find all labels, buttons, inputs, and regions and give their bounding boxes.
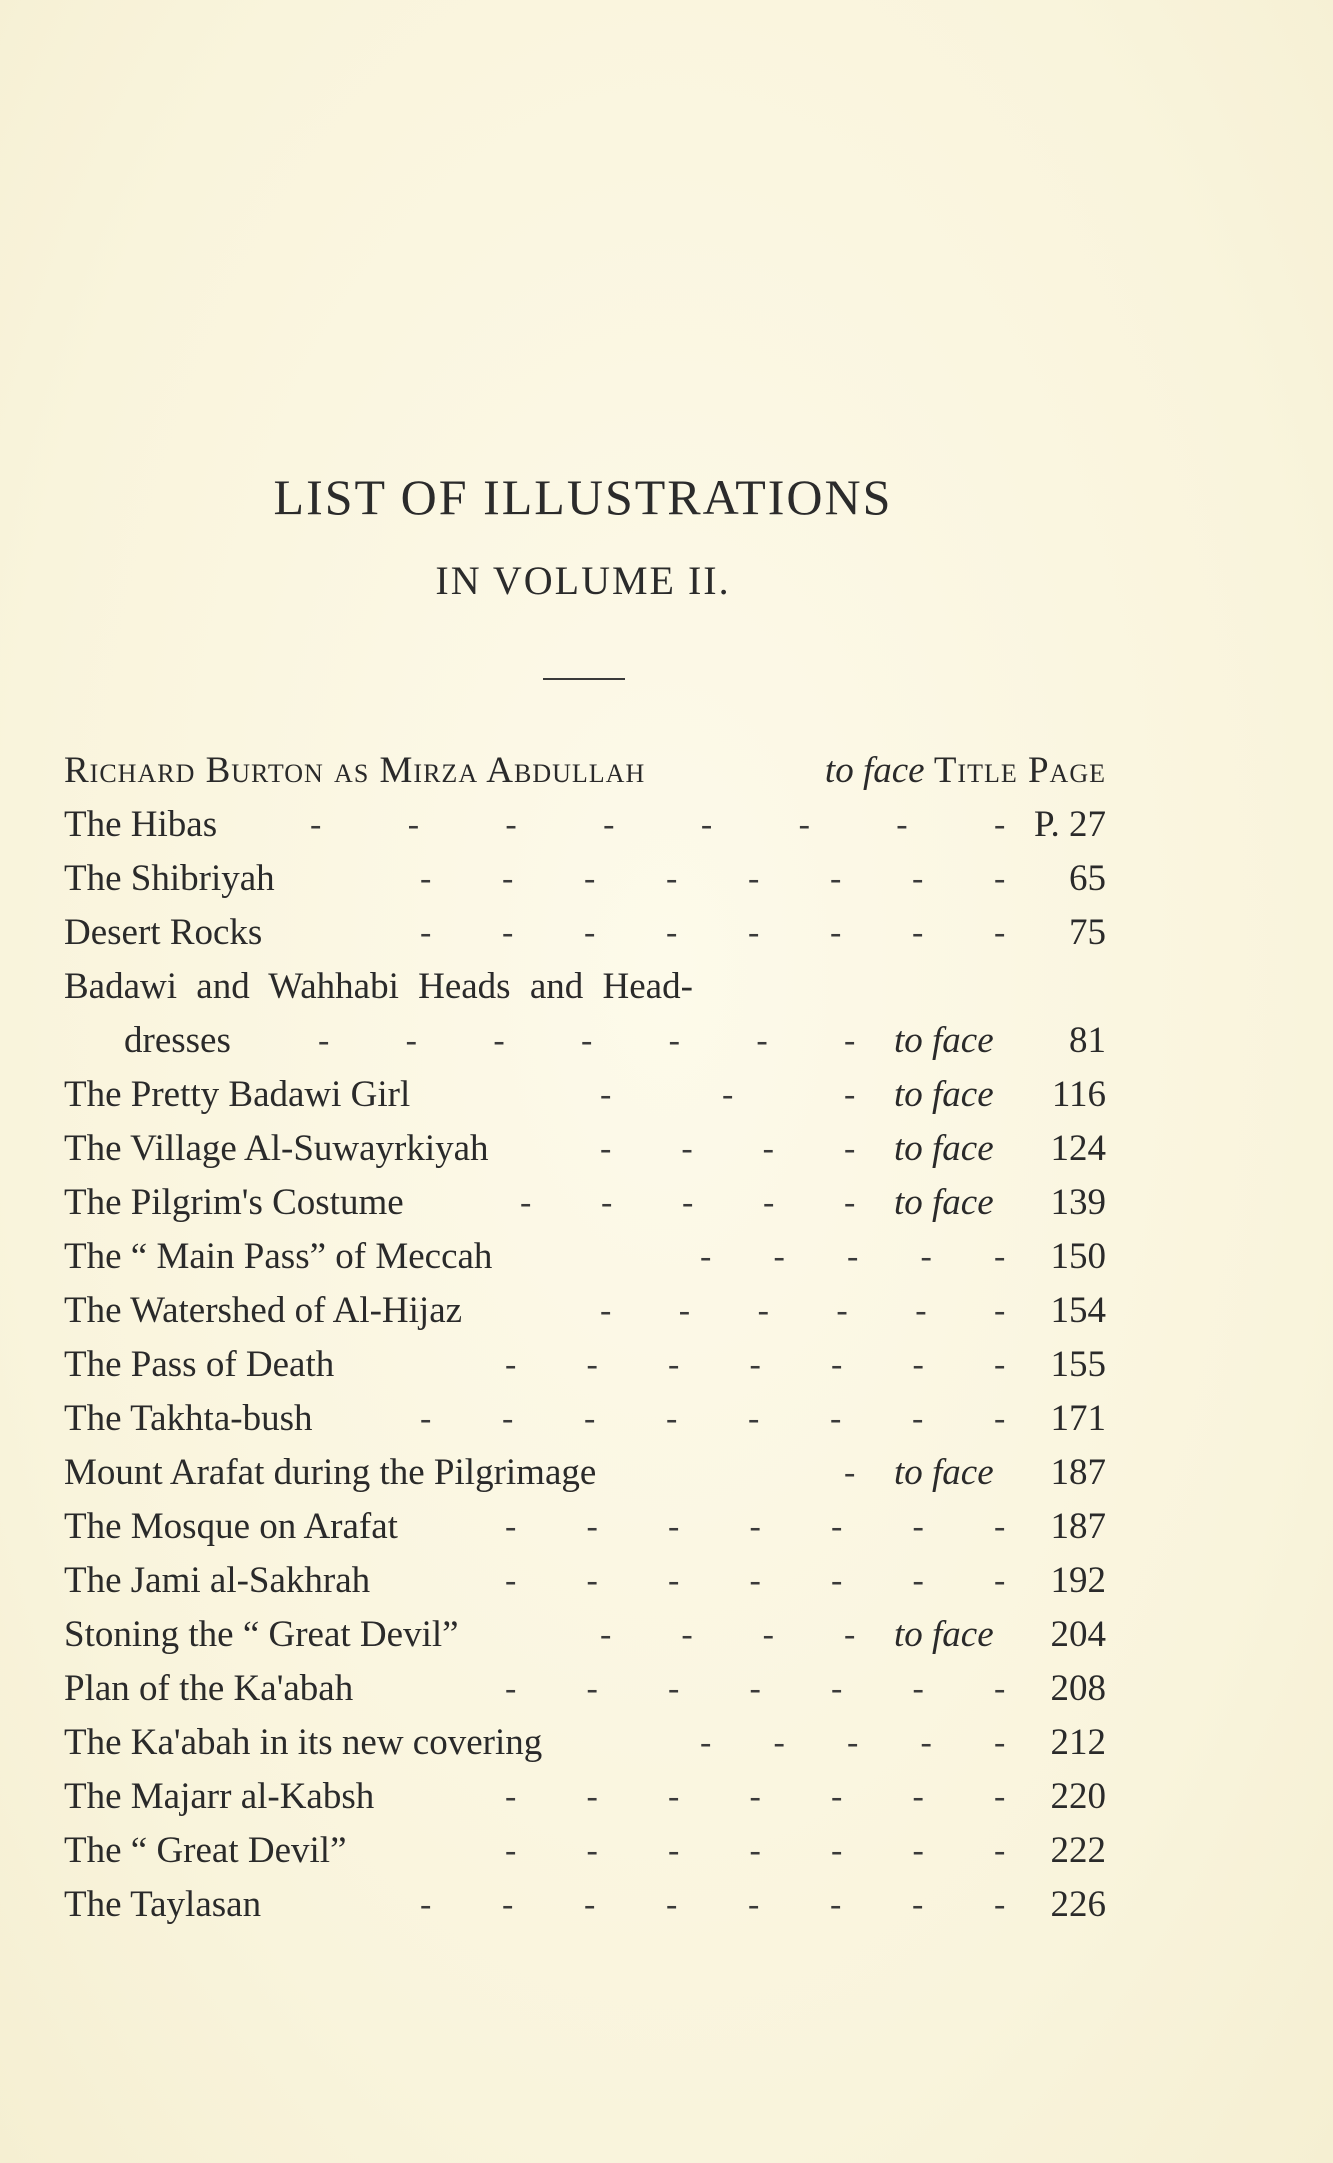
page-title: LIST OF ILLUSTRATIONS xyxy=(273,469,893,525)
leader-dash: - xyxy=(502,860,514,897)
entry-label: The “ Great Devil” xyxy=(64,1830,347,1871)
leader-dash: - xyxy=(830,914,842,951)
leader-dash: - xyxy=(915,1292,927,1329)
entry-page: 171 xyxy=(1050,1398,1106,1439)
leader-dash: - xyxy=(994,1724,1006,1761)
leader-dash: - xyxy=(847,1238,859,1275)
leader-dash: - xyxy=(773,1724,785,1761)
leader-dash: - xyxy=(763,1184,775,1221)
leader-dash: - xyxy=(700,806,713,843)
leader-dash: - xyxy=(520,1184,532,1221)
entry-page: 150 xyxy=(1050,1236,1106,1277)
leader-dash: - xyxy=(668,1508,680,1545)
leader-dash: - xyxy=(844,1022,856,1059)
entry-page: 81 xyxy=(1069,1020,1106,1061)
leader-dash: - xyxy=(603,806,615,843)
leader-dash: - xyxy=(749,1832,761,1869)
leader-dash: - xyxy=(994,1400,1006,1437)
list-item xyxy=(64,852,1104,906)
page-subtitle: IN VOLUME II. xyxy=(435,558,731,603)
leader-dash: - xyxy=(830,860,842,897)
entry-face: to face xyxy=(894,1614,994,1655)
leader-dash: - xyxy=(666,860,678,897)
leader-dash: - xyxy=(994,1508,1006,1545)
entry-page: 139 xyxy=(1050,1182,1106,1223)
entry-page: P. 27 xyxy=(1034,804,1106,845)
leader-dash: - xyxy=(586,1346,598,1383)
leader-dash: - xyxy=(666,914,678,951)
leader-dash: - xyxy=(420,914,432,951)
leader-dash: - xyxy=(920,1238,932,1275)
leader-dash: - xyxy=(912,1832,924,1869)
leader-dash: - xyxy=(798,806,810,843)
title-rule xyxy=(543,678,625,680)
list-item xyxy=(64,1230,1104,1284)
entry-label: The Watershed of Al-Hijaz xyxy=(64,1290,463,1331)
leader-dash: - xyxy=(749,1778,761,1815)
entry-label: The Ka'abah in its new covering xyxy=(64,1722,543,1763)
leader-dash: - xyxy=(994,1346,1006,1383)
entry-label: Richard Burton as Mirza Abdullah xyxy=(64,750,646,791)
leader-dash: - xyxy=(722,1076,734,1113)
leader-dash: - xyxy=(668,1778,680,1815)
entry-page: 204 xyxy=(1050,1614,1106,1655)
leader-dash: - xyxy=(586,1508,598,1545)
list-item xyxy=(64,960,1104,1014)
entry-face: to face xyxy=(894,1182,994,1223)
leader-dash: - xyxy=(666,1400,678,1437)
entry-label: The Takhta-bush xyxy=(64,1398,313,1439)
leader-dash: - xyxy=(505,1670,517,1707)
list-item xyxy=(64,1446,1104,1500)
entry-page: 187 xyxy=(1050,1452,1106,1493)
list-item xyxy=(64,1878,1104,1932)
entry-page: 65 xyxy=(1069,858,1106,899)
leader-dash: - xyxy=(912,1670,924,1707)
leader-dash: - xyxy=(844,1454,856,1491)
leader-dash: - xyxy=(831,1562,843,1599)
entry-page: 220 xyxy=(1050,1776,1106,1817)
leader-dash: - xyxy=(493,1022,505,1059)
leader-dash: - xyxy=(831,1670,843,1707)
leader-dash: - xyxy=(586,1832,598,1869)
leader-dash: - xyxy=(407,806,420,843)
leader-dash: - xyxy=(831,1346,843,1383)
entry-face: to face xyxy=(894,1074,994,1115)
entry-label: The Hibas xyxy=(64,804,218,845)
leader-dash: - xyxy=(681,1130,693,1167)
leader-dash: - xyxy=(748,860,760,897)
list-item xyxy=(64,798,1104,852)
leader-dash: - xyxy=(896,806,908,843)
list-item xyxy=(64,906,1104,960)
leader-dash: - xyxy=(994,1238,1006,1275)
leader-dash: - xyxy=(700,1724,712,1761)
leader-dash: - xyxy=(830,1400,842,1437)
entry-page: 208 xyxy=(1050,1668,1106,1709)
leader-dash: - xyxy=(502,1886,514,1923)
entry-page: 222 xyxy=(1050,1830,1106,1871)
entry-label: dresses xyxy=(124,1020,231,1061)
entry-page: 226 xyxy=(1050,1884,1106,1925)
leader-dash: - xyxy=(912,860,924,897)
leader-dash: - xyxy=(600,1616,612,1653)
leader-dash: - xyxy=(581,1022,593,1059)
leader-dash: - xyxy=(748,1886,760,1923)
leader-dash: - xyxy=(844,1184,856,1221)
leader-dash: - xyxy=(584,1886,596,1923)
leader-dash: - xyxy=(668,1346,680,1383)
leader-dash: - xyxy=(830,1886,842,1923)
leader-dash: - xyxy=(912,1778,924,1815)
list-item xyxy=(64,1338,1104,1392)
leader-dash: - xyxy=(420,1886,432,1923)
leader-dash: - xyxy=(912,1562,924,1599)
leader-dash: - xyxy=(700,1238,712,1275)
list-item xyxy=(64,1662,1104,1716)
entry-page: 116 xyxy=(1051,1074,1106,1115)
entry-label: Mount Arafat during the Pilgrimage xyxy=(64,1452,597,1493)
entry-label: The Mosque on Arafat xyxy=(64,1506,398,1547)
entry-page: 75 xyxy=(1069,912,1106,953)
entry-page: 155 xyxy=(1050,1344,1106,1385)
list-item xyxy=(64,1284,1104,1338)
leader-dash: - xyxy=(994,1562,1006,1599)
leader-dash: - xyxy=(749,1508,761,1545)
leader-dash: - xyxy=(920,1724,932,1761)
entry-label: Stoning the “ Great Devil” xyxy=(64,1614,459,1655)
list-item xyxy=(64,1392,1104,1446)
leader-dash: - xyxy=(505,1346,517,1383)
entry-page: Title Page xyxy=(933,750,1106,791)
leader-dash: - xyxy=(502,1400,514,1437)
list-item xyxy=(64,1608,1104,1662)
list-item xyxy=(64,1122,1104,1176)
entry-label: The Pretty Badawi Girl xyxy=(64,1074,411,1115)
entry-label: Plan of the Ka'abah xyxy=(64,1668,354,1709)
leader-dash: - xyxy=(831,1778,843,1815)
leader-dash: - xyxy=(502,914,514,951)
leader-dash: - xyxy=(994,914,1006,951)
leader-dash: - xyxy=(844,1130,856,1167)
leader-dash: - xyxy=(844,1076,856,1113)
leader-dash: - xyxy=(912,1508,924,1545)
entry-label: Desert Rocks xyxy=(64,912,263,953)
entry-label: The Jami al-Sakhrah xyxy=(64,1560,371,1601)
leader-dash: - xyxy=(994,860,1006,897)
leader-dash: - xyxy=(749,1562,761,1599)
entry-label: Badawi and Wahhabi Heads and Head- xyxy=(64,966,693,1007)
leader-dash: - xyxy=(601,1184,613,1221)
leader-dash: - xyxy=(584,1400,596,1437)
leader-dash: - xyxy=(749,1346,761,1383)
entry-page: 212 xyxy=(1050,1722,1106,1763)
leader-dash: - xyxy=(836,1292,848,1329)
leader-dash: - xyxy=(505,1832,517,1869)
leader-dash: - xyxy=(420,1400,432,1437)
entry-label: The “ Main Pass” of Meccah xyxy=(64,1236,493,1277)
entry-label: The Majarr al-Kabsh xyxy=(64,1776,375,1817)
leader-dash: - xyxy=(912,914,924,951)
leader-dash: - xyxy=(762,1130,774,1167)
entry-label: The Pilgrim's Costume xyxy=(64,1182,404,1223)
leader-dash: - xyxy=(584,914,596,951)
leader-dash: - xyxy=(844,1616,856,1653)
entry-face: to face xyxy=(824,750,925,791)
leader-dash: - xyxy=(994,806,1006,843)
list-item-frontispiece xyxy=(64,744,1104,798)
leader-dash: - xyxy=(748,914,760,951)
leader-dash: - xyxy=(847,1724,859,1761)
leader-dash: - xyxy=(994,1292,1006,1329)
leader-dash: - xyxy=(668,1670,680,1707)
entry-label: The Shibriyah xyxy=(64,858,275,899)
entry-page: 187 xyxy=(1050,1506,1106,1547)
leader-dash: - xyxy=(505,1778,517,1815)
leader-dash: - xyxy=(994,1886,1006,1923)
entry-location xyxy=(825,744,1106,798)
leader-dash: - xyxy=(682,1184,694,1221)
leader-dash: - xyxy=(681,1616,693,1653)
list-item xyxy=(64,1068,1104,1122)
leader-dash: - xyxy=(310,806,322,843)
leader-dash: - xyxy=(420,860,432,897)
list-item xyxy=(64,1824,1104,1878)
entry-page: 192 xyxy=(1050,1560,1106,1601)
list-item xyxy=(64,1176,1104,1230)
entry-face: to face xyxy=(894,1452,994,1493)
leader-dash: - xyxy=(762,1616,774,1653)
leader-dash: - xyxy=(405,1022,417,1059)
leader-dash: - xyxy=(584,860,596,897)
list-item xyxy=(64,1554,1104,1608)
entry-face: to face xyxy=(894,1020,994,1061)
entry-page: 154 xyxy=(1050,1290,1106,1331)
leader-dash: - xyxy=(666,1886,678,1923)
leader-dash: - xyxy=(994,1670,1006,1707)
leader-dash: - xyxy=(505,1508,517,1545)
leader-dash: - xyxy=(586,1562,598,1599)
list-item xyxy=(64,1770,1104,1824)
leader-dash: - xyxy=(600,1130,612,1167)
leader-dash: - xyxy=(600,1076,612,1113)
leader-dash: - xyxy=(505,806,517,843)
leader-dash: - xyxy=(757,1292,769,1329)
leader-dash: - xyxy=(749,1670,761,1707)
leader-dash: - xyxy=(831,1508,843,1545)
leader-dash: - xyxy=(994,1832,1006,1869)
leader-dash: - xyxy=(668,1562,680,1599)
leader-dash: - xyxy=(668,1832,680,1869)
leader-dash: - xyxy=(912,1346,924,1383)
leader-dash: - xyxy=(505,1562,517,1599)
leader-dash: - xyxy=(668,1022,680,1059)
leader-dash: - xyxy=(756,1022,768,1059)
entry-label: The Taylasan xyxy=(64,1884,262,1925)
entry-label: The Village Al-Suwayrkiyah xyxy=(64,1128,489,1169)
leader-dash: - xyxy=(912,1886,924,1923)
leader-dash: - xyxy=(600,1292,612,1329)
entry-face: to face xyxy=(894,1128,994,1169)
entry-page: 124 xyxy=(1050,1128,1106,1169)
leader-dash: - xyxy=(586,1670,598,1707)
list-item xyxy=(64,1500,1104,1554)
leader-dash: - xyxy=(318,1022,330,1059)
list-item xyxy=(64,1716,1104,1770)
leader-dash: - xyxy=(912,1400,924,1437)
leader-dash: - xyxy=(678,1292,691,1329)
leader-dash: - xyxy=(748,1400,760,1437)
entry-label: The Pass of Death xyxy=(64,1344,335,1385)
leader-dash: - xyxy=(773,1238,785,1275)
leader-dash: - xyxy=(994,1778,1006,1815)
list-item xyxy=(64,1014,1104,1068)
leader-dash: - xyxy=(831,1832,843,1869)
leader-dash: - xyxy=(586,1778,598,1815)
